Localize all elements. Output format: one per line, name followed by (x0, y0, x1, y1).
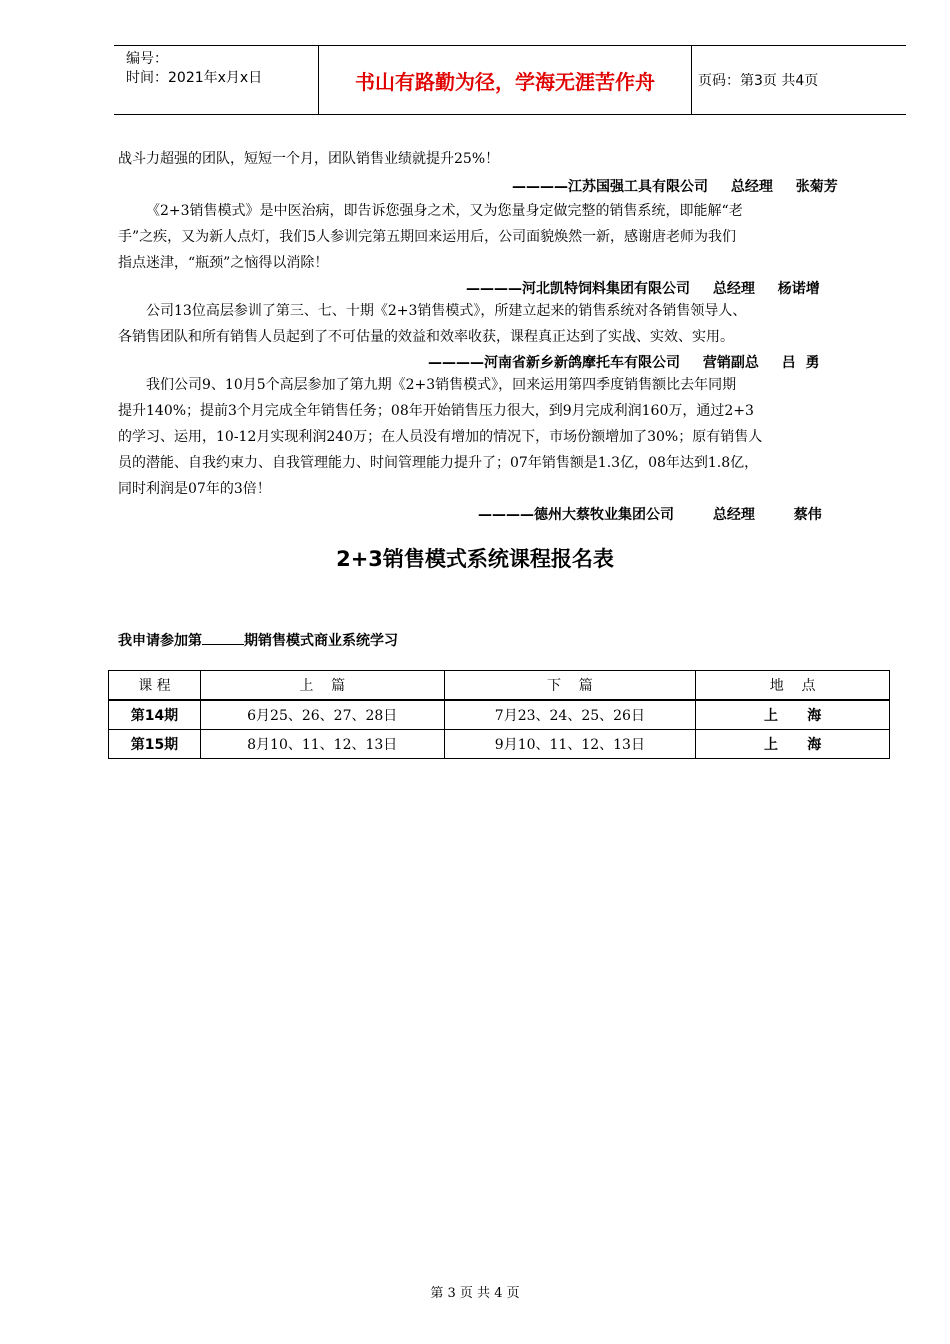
signature-title: 总经理 (730, 179, 773, 195)
apply-line (118, 630, 398, 650)
paragraph-line: 各销售团队和所有销售人员起到了不可估量的效益和效率收获，课程真正达到了实战、实效、实用。 (118, 329, 734, 345)
signature-company: ————德州大蔡牧业集团公司 (478, 507, 674, 523)
signature-company: ————江苏国强工具有限公司 (512, 179, 708, 195)
apply-suffix: 期销售模式商业系统学习 (244, 633, 398, 649)
signature-title: 总经理 (712, 507, 755, 523)
column-header: 课 程 (109, 671, 201, 701)
course-schedule-table (108, 670, 890, 759)
part1-dates-cell: 8月10、11、12、13日 (200, 730, 444, 759)
signature-title: 总经理 (712, 281, 755, 297)
paragraph-line: 的学习、运用，10-12月实现利润240万；在人员没有增加的情况下，市场份额增加了30%；原有销售人 (118, 429, 763, 445)
paragraph-line: 指点迷津，“瓶颈”之恼得以消除！ (118, 255, 329, 271)
part1-dates-cell: 6月25、26、27、28日 (200, 700, 444, 730)
paragraph-line: 战斗力超强的团队，短短一个月，团队销售业绩就提升25%！ (118, 151, 500, 167)
paragraph-line: 我们公司9、10月5个高层参加了第九期《2+3销售模式》，回来运用第四季度销售额比去年同期 (146, 377, 737, 393)
header-page-info: 页码：第3页 共4页 (698, 73, 819, 89)
table-row (109, 730, 890, 759)
paragraph-line: 公司13位高层参训了第三、七、十期《2+3销售模式》，所建立起来的销售系统对各销售领导人、 (146, 303, 747, 319)
signature-person: 蔡伟 (793, 507, 822, 523)
paragraph-line: 手”之疾，又为新人点灯，我们5人参训完第五期回来运用后，公司面貌焕然一新，感谢唐老师为我们 (118, 229, 737, 245)
paragraph-line: 员的潜能、自我约束力、自我管理能力、时间管理能力提升了；07年销售额是1.3亿，08年达到1.8亿， (118, 455, 759, 471)
table-row (109, 700, 890, 730)
signature-company: ————河南省新乡新鸽摩托车有限公司 (428, 355, 680, 371)
paragraph-line: 提升140%；提前3个月完成全年销售任务；08年开始销售压力很大，到9月完成利润160万，通过2+3 (118, 403, 754, 419)
session-cell: 第15期 (109, 730, 201, 759)
part2-dates-cell: 7月23、24、25、26日 (444, 700, 696, 730)
form-title: 2+3销售模式系统课程报名表 (336, 547, 614, 571)
paragraph-line: 《2+3销售模式》是中医治病，即告诉您强身之术，又为您量身定做完整的销售系统，即能解“老 (146, 203, 743, 219)
signature-title: 营销副总 (702, 355, 759, 371)
doc-time-label: 时间：2021年x月x日 (126, 70, 263, 86)
column-header: 地 点 (696, 671, 890, 701)
location-cell: 上 海 (696, 700, 890, 730)
header-motto: 书山有路勤为径，学海无涯苦作舟 (318, 46, 692, 114)
doc-number-label: 编号： (126, 51, 168, 67)
signature-person: 吕 勇 (781, 355, 820, 371)
session-cell: 第14期 (109, 700, 201, 730)
signature-2 (466, 278, 820, 298)
session-number-blank[interactable] (202, 630, 244, 645)
signature-company: ————河北凯特饲料集团有限公司 (466, 281, 690, 297)
signature-person: 张菊芳 (795, 179, 838, 195)
signature-4 (478, 504, 822, 524)
part2-dates-cell: 9月10、11、12、13日 (444, 730, 696, 759)
signature-person: 杨诺增 (777, 281, 820, 297)
location-cell: 上 海 (696, 730, 890, 759)
column-header: 上 篇 (200, 671, 444, 701)
page-header (114, 45, 906, 115)
apply-prefix: 我申请参加第 (118, 633, 202, 649)
signature-3 (428, 352, 820, 372)
header-meta (126, 50, 316, 88)
table-header-row (109, 671, 890, 701)
page-footer: 第 3 页 共 4 页 (430, 1286, 520, 1301)
signature-1 (512, 176, 838, 196)
column-header: 下 篇 (444, 671, 696, 701)
paragraph-line: 同时利润是07年的3倍！ (118, 481, 271, 497)
